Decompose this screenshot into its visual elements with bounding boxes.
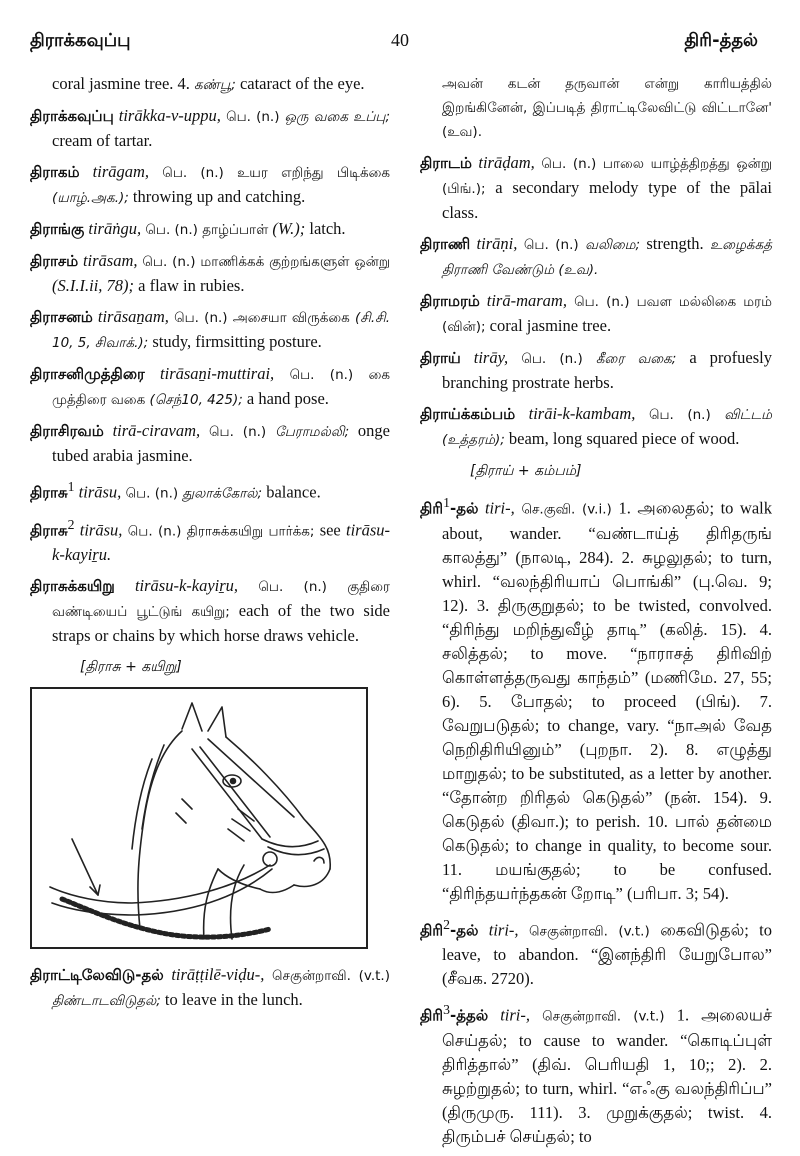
entry-tiri-1: திரி$^1$-தல் tiri-, செ.குவி. (v.i.) 1. அலைதல்; to walk about, wander. “வண்டாய்த் திரிதருங் காலத்து” (நாலடி, 284). 2. சுழலுதல்; to turn, whirl. “வலந்திரியாப் பொங்கி” (பு.வெ. 9; 12). 3. திருகுறுதல்; to be twisted, convolved. “திரிந்து மறிந்துவீழ் தாடி” (கலித். 15). 4. சலித்தல்; to move. “நாராசத் திரிவிற் கொள்ளத்தருவது காந்தம்” (மணிமே. 27, 55; 6). 5. போதல்; to proceed (பிங்). 7. வேறுபடுதல்; to change, vary. “நாஅல் வேத நெறிதிரியினும்” (புறநா. 2). 8. எழுத்து மாறுதல்; to be substituted, as a letter by another. “தோன்ற றிரிதல் கெடுதல்” (நன். 154). 9. கெடுதல் (திவா.); to perish. 10. பால் தன்மை கெடுதல்; to change in quality, to become sour. 11. மயங்குதல்; to be confused. “திரிந்தயர்ந்தகன் றோடி” (பரிபா. 3; 54).	[420, 495, 772, 903]
continued-entry: coral jasmine tree. 4. கண்பூ; cataract of the eye.	[52, 74, 365, 93]
entry-tiri-3: திரி$^3$-த்தல் tiri-, செகுன்றாவி. (v.t.) 1. அலையச் செய்தல்; to cause to wander. “கொடிப்புள் திரித்தால்” (திவ். பெரியதி 1, 10;; 2). 2. சுழற்றுதல்; to turn, whirl. “எஃகு வலந்திரிப்ப” (திருமுரு. 111). 3. முறுக்குதல்; twist. 4. திரும்பச் செய்தல்; to	[420, 1002, 773, 1146]
entry-tirasam: திராசம் tirāsam, பெ. (n.) மாணிக்கக் குற்றங்களுள் ஒன்று (S.I.I.ii, 78); a flaw in rubies.	[30, 251, 391, 295]
entry-tirasu-1: திராசு$^1$ tirāsu, பெ. (n.) துலாக்கோல்; balance.	[30, 479, 321, 502]
running-head-right: திரி-த்தல்	[684, 30, 758, 51]
entry-tirasanam: திராசனம் tirāsaṉam, பெ. (n.) அசையா விருக்கை (சி.சி. 10, 5, சிவாக்.); study, firmsitting posture.	[30, 307, 391, 351]
entry-tiradam: திராடம் tirāḍam, பெ. (n.) பாலை யாழ்த்திறத்து ஒன்று (பிங்.); a secondary melody type of the pālai class.	[420, 153, 773, 222]
running-head-left: திராக்கவுப்பு	[30, 30, 131, 51]
headword: திராசுக்கயிறு	[30, 577, 115, 595]
headword: திராசு	[30, 521, 68, 539]
headword: திராக்கவுப்பு	[30, 107, 114, 125]
entry-tiri-2: திரி$^2$-தல் tiri-, செகுன்றாவி. (v.t.) கைவிடுதல்; to leave, to abandon. “இனந்திரி யேறுபோல” (சீவக. 2720).	[420, 916, 773, 988]
entry-tiray: திராய் tirāy, பெ. (n.) கீரை வகை; a profuesly branching prostrate herbs.	[420, 348, 772, 392]
headword: திராங்கு	[30, 220, 85, 238]
headword: திராசம்	[30, 252, 79, 270]
headword: திரி	[420, 921, 444, 939]
entry-tiramaram: திராமரம் tirā-maram, பெ. (n.) பவள மல்லிகை மரம் (வின்); coral jasmine tree.	[420, 291, 772, 335]
headword: திராய்க்கம்பம்	[420, 405, 516, 423]
entry-tirasu-2: திராசு$^2$ tirāsu, பெ. (n.) திராசுக்கயிறு பார்க்க; see tirāsu-k-kayiṟu.	[30, 516, 390, 564]
headword: திராட்டிலேவிடு-தல்	[30, 966, 164, 984]
horse-head-illustration	[30, 687, 368, 949]
headword: திராணி	[420, 235, 471, 253]
headword: திராசிரவம்	[30, 422, 104, 440]
right-column	[420, 72, 772, 1156]
entry-tiraikkambam: திராய்க்கம்பம் tirāi-k-kambam, பெ. (n.) விட்டம் (உத்தரம்); beam, long squared piece of wood.	[420, 404, 772, 448]
headword: திரி	[420, 1006, 444, 1025]
entry-tirakkavuppu: திராக்கவுப்பு tirākka-v-uppu, பெ. (n.) ஒரு வகை உப்பு; cream of tartar.	[30, 106, 390, 150]
etymology: [திராய் + கம்பம்]	[470, 463, 582, 479]
entry-tirasukkayiru: திராசுக்கயிறு tirāsu-k-kayiṟu, பெ. (n.) குதிரை வண்டியைப் பூட்டுங் கயிறு; each of the two side straps or chains by which horse draws vehicle.	[30, 576, 391, 645]
headword: திராசு	[30, 483, 68, 502]
left-column	[30, 72, 390, 1020]
page-number: 40	[391, 30, 409, 50]
headword: திராசனிமுத்திரை	[30, 365, 145, 383]
etymology: [திராசு + கயிறு]	[80, 659, 182, 675]
entry-tiraciravam: திராசிரவம் tirā-ciravam, பெ. (n.) பேராமல்லி; onge tubed arabia jasmine.	[30, 421, 390, 465]
entry-tiragam: திராகம் tirāgam, பெ. (n.) உயர எறிந்து பிடிக்கை (யாழ்.அக.); throwing up and catching.	[30, 162, 391, 206]
entry-tirattilevidu: திராட்டிலேவிடு-தல் tirāṭṭilē-viḍu-, செகுன்றாவி. (v.t.) திண்டாடவிடுதல்; to leave in the lunch.	[30, 965, 390, 1009]
horse-head-drawing	[32, 689, 366, 947]
continued-example: அவன் கடன் தருவான் என்று காரியத்தில் இறங்கினேன், இப்படித் திராட்டிலேவிட்டு விட்டானே' (உவ).	[442, 76, 772, 140]
headword: திராய்	[420, 349, 461, 367]
headword: திராடம்	[420, 154, 472, 172]
headword: திராசனம்	[30, 308, 93, 326]
entry-tirani: திராணி tirāṇi, பெ. (n.) வலிமை; strength. உழைக்கத் திராணி வேண்டும் (உவ).	[420, 234, 772, 278]
headword: திராமரம்	[420, 292, 480, 310]
headword: திராகம்	[30, 163, 80, 181]
headword: திரி	[420, 499, 444, 518]
entry-tirangu: திராங்கு tirāṅgu, பெ. (n.) தாழ்ப்பாள் (W.); latch.	[30, 219, 346, 238]
entry-tirasanimuttirai: திராசனிமுத்திரை tirāsaṉi-muttirai, பெ. (n.) கை முத்திரை வகை (செந்10, 425); a hand pose.	[30, 364, 390, 408]
